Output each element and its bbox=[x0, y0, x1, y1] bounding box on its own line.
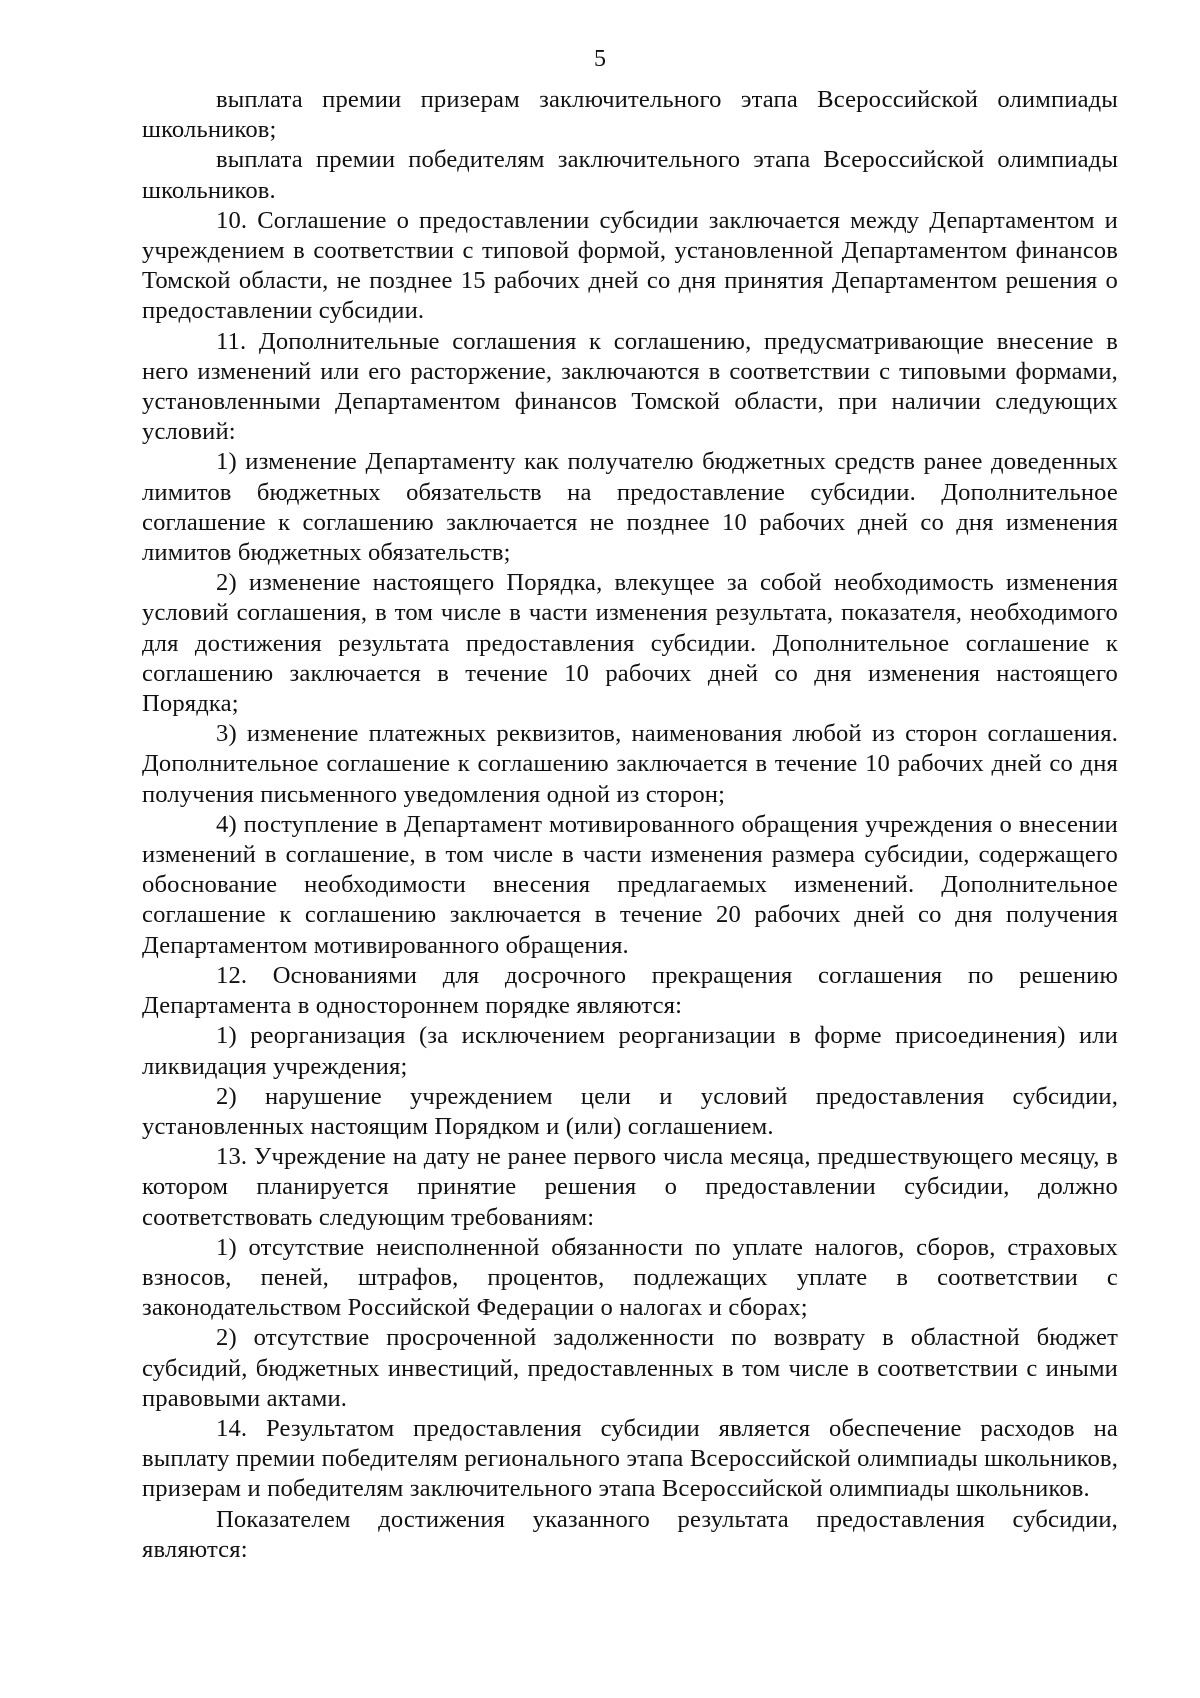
paragraph-indicator: Показателем достижения указанного результата предоставления субсидии, являются: bbox=[142, 1505, 1118, 1563]
paragraph-13-item-1: 1) отсутствие неисполненной обязанности по уплате налогов, сборов, страховых взносов, пеней, штрафов, процентов, подлежащих уплате в соответствии с законодательством Российской Федерации о налогах и сборах; bbox=[142, 1233, 1118, 1322]
paragraph-11-item-3: 3) изменение платежных реквизитов, наименования любой из сторон соглашения. Дополнительное соглашение к соглашению заключается в течение 10 рабочих дней со дня получения письменного уведомления одной из сторон; bbox=[142, 720, 1118, 808]
document-body bbox=[142, 85, 1118, 1565]
paragraph-winners-final-stage: выплата премии победителям заключительного этапа Всероссийской олимпиады школьников. bbox=[142, 146, 1118, 204]
page-number: 5 bbox=[594, 46, 606, 72]
paragraph-11-additional-agreements: 11. Дополнительные соглашения к соглашению, предусматривающие внесение в него изменений или его расторжение, заключаются в соответствии с типовыми формами, установленными Департаментом финансов Томской области, при наличии следующих условий: bbox=[142, 327, 1118, 446]
paragraph-12-termination-grounds: 12. Основаниями для досрочного прекращения соглашения по решению Департамента в одностороннем порядке являются: bbox=[142, 961, 1118, 1020]
paragraph-11-item-2: 2) изменение настоящего Порядка, влекущее за собой необходимость изменения условий соглашения, в том числе в части изменения результата, показателя, необходимого для достижения результата предоставления субсидии. Дополнительное соглашение к соглашению заключается в течение 10 рабочих дней со дня изменения настоящего Порядка; bbox=[142, 569, 1118, 718]
paragraph-12-item-1: 1) реорганизация (за исключением реорганизации в форме присоединения) или ликвидация учреждения; bbox=[142, 1022, 1118, 1080]
paragraph-10-agreement: 10. Соглашение о предоставлении субсидии заключается между Департаментом и учреждением в соответствии с типовой формой, установленной Департаментом финансов Томской области, не позднее 15 рабочих дней со дня принятия Департаментом решения о предоставлении субсидии. bbox=[142, 206, 1118, 325]
paragraph-14-result: 14. Результатом предоставления субсидии является обеспечение расходов на выплату премии победителям регионального этапа Всероссийской олимпиады школьников, призерам и победителям заключительного этапа Всероссийской олимпиады школьников. bbox=[142, 1414, 1118, 1503]
paragraph-11-item-1: 1) изменение Департаменту как получателю бюджетных средств ранее доведенных лимитов бюджетных обязательств на предоставление субсидии. Дополнительное соглашение к соглашению заключается не позднее 10 рабочих дней со дня изменения лимитов бюджетных обязательств; bbox=[142, 448, 1118, 567]
paragraph-12-item-2: 2) нарушение учреждением цели и условий предоставления субсидии, установленных настоящим Порядком и (или) соглашением. bbox=[142, 1082, 1118, 1140]
paragraph-11-item-4: 4) поступление в Департамент мотивированного обращения учреждения о внесении изменений в соглашение, в том числе в части изменения размера субсидии, содержащего обоснование необходимости внесения предлагаемых изменений. Дополнительное соглашение к соглашению заключается в течение 20 рабочих дней со дня получения Департаментом мотивированного обращения. bbox=[142, 810, 1118, 959]
paragraph-13-item-2: 2) отсутствие просроченной задолженности по возврату в областной бюджет субсидий, бюджетных инвестиций, предоставленных в том числе в соответствии с иными правовыми актами. bbox=[142, 1324, 1118, 1412]
paragraph-13-requirements: 13. Учреждение на дату не ранее первого числа месяца, предшествующего месяцу, в котором планируется принятие решения о предоставлении субсидии, должно соответствовать следующим требованиям: bbox=[142, 1143, 1118, 1231]
paragraph-prize-winners-final-stage: выплата премии призерам заключительного этапа Всероссийской олимпиады школьников; bbox=[142, 86, 1118, 144]
